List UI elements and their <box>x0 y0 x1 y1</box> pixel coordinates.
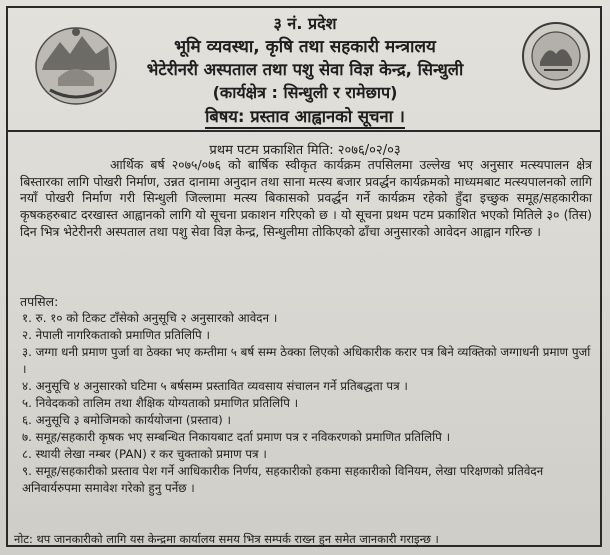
list-item: ९. समूह/सहकारीको प्रस्ताव पेश गर्ने आधिकारीक निर्णय, सहकारीको हकमा सहकारीको विनियम, लेखा परिक्षणको प्रतिवेदन अनिवार्यरुपमा समावेश गरेको हुनु पर्नेछ । <box>22 464 544 495</box>
list-item: १. रु. १० को टिकट टाँसेको अनुसूचि २ अनुसारको आवेदन । <box>22 311 278 325</box>
province-heading: ३ नं. प्रदेश <box>273 14 337 33</box>
footer-note: नोट: थप जानकारीको लागि यस केन्द्रमा कार्यालय समय भित्र सम्पर्क राख्न हुन समेत जानकारी गराइन्छ । <box>14 532 439 546</box>
first-published-date: प्रथम पटम प्रकाशित मिति: २०७६/०२/०३ <box>209 143 401 158</box>
list-item: ३. जग्गा धनी प्रमाण पुर्जा वा ठेक्का भए कम्तीमा ५ बर्ष सम्म ठेक्का लिएको अधिकारीक करार पत्र बिने व्यक्तिको जग्गाधनी प्रमाण पुर्जा । <box>22 345 591 376</box>
requirements-list <box>22 310 596 497</box>
subject-text: बिषय: प्रस्ताव आह्वानको सूचना । <box>205 107 405 129</box>
list-item: २. नेपाली नागरिकताको प्रमाणित प्रतिलिपि । <box>22 328 210 342</box>
notice-paragraph: आर्थिक बर्ष २०७५/०७६ को बार्षिक स्वीकृत कार्यक्रम तपसिलमा उल्लेख भए अनुसार मत्स्यपालन क्षेत्र बिस्तारका लागि पोखरी निर्माण, उन्नत दानामा अनुदान तथा साना मत्स्य बजार प्रवर्द्धन कार्यक्रमको माध्यमबाट मत्स्यपालनको लागि नयाँ पोखरी निर्माण गरी सिन्धुली जिल्लामा मत्स्य बिकासको प्रवर्द्धन गर्ने कार्यक्रम रहेको हुँदा इच्छुक समूह/सहकारीका कृषकहरुबाट दरखास्त आह्वानको लागि यो सूचना प्रकाशन गरिएको छ । यो सूचना प्रथम पटम प्रकाशित भएको मितिले ३० (तिस) दिन भित्र भेटेरीनरी अस्पताल तथा पशु सेवा विज्ञ केन्द्र, सिन्धुलीमा तोकिएको ढाँचा अनुसारको आवेदन आह्वान गरिन्छ । <box>20 157 592 239</box>
list-item: ६. अनुसूचि ३ बमोजिमको कार्ययोजना (प्रस्ताव) । <box>22 413 231 427</box>
list-item: ५. निवेदकको तालिम तथा शैक्षिक योग्यताको प्रमाणित प्रतिलिपि । <box>22 396 299 410</box>
jurisdiction-heading: (कार्यक्षेत्र : सिन्धुली र रामेछाप) <box>212 83 398 102</box>
ministry-heading: भूमि व्यवस्था, कृषि तथा सहकारी मन्त्रालय <box>174 37 436 57</box>
office-heading: भेटेरीनरी अस्पताल तथा पशु सेवा विज्ञ केन्द्र, सिन्धुली <box>146 60 464 79</box>
details-title: तपसिल: <box>20 294 59 309</box>
list-item: ७. समूह/सहकारी कृषक भए सम्बन्धित निकायबाट दर्ता प्रमाण पत्र र नविकरणको प्रमाणित प्रतिलिपि । <box>22 430 451 444</box>
list-item: ४. अनुसूचि ४ अनुसारको घटिमा ५ बर्षसम्म प्रस्तावित व्यवसाय संचालन गर्ने प्रतिबद्धता पत्र । <box>22 379 408 393</box>
list-item: ८. स्थायी लेखा नम्बर (PAN) र कर चुक्ताको प्रमाण पत्र । <box>22 447 267 461</box>
header-divider <box>8 130 602 132</box>
subject-heading <box>0 104 610 127</box>
